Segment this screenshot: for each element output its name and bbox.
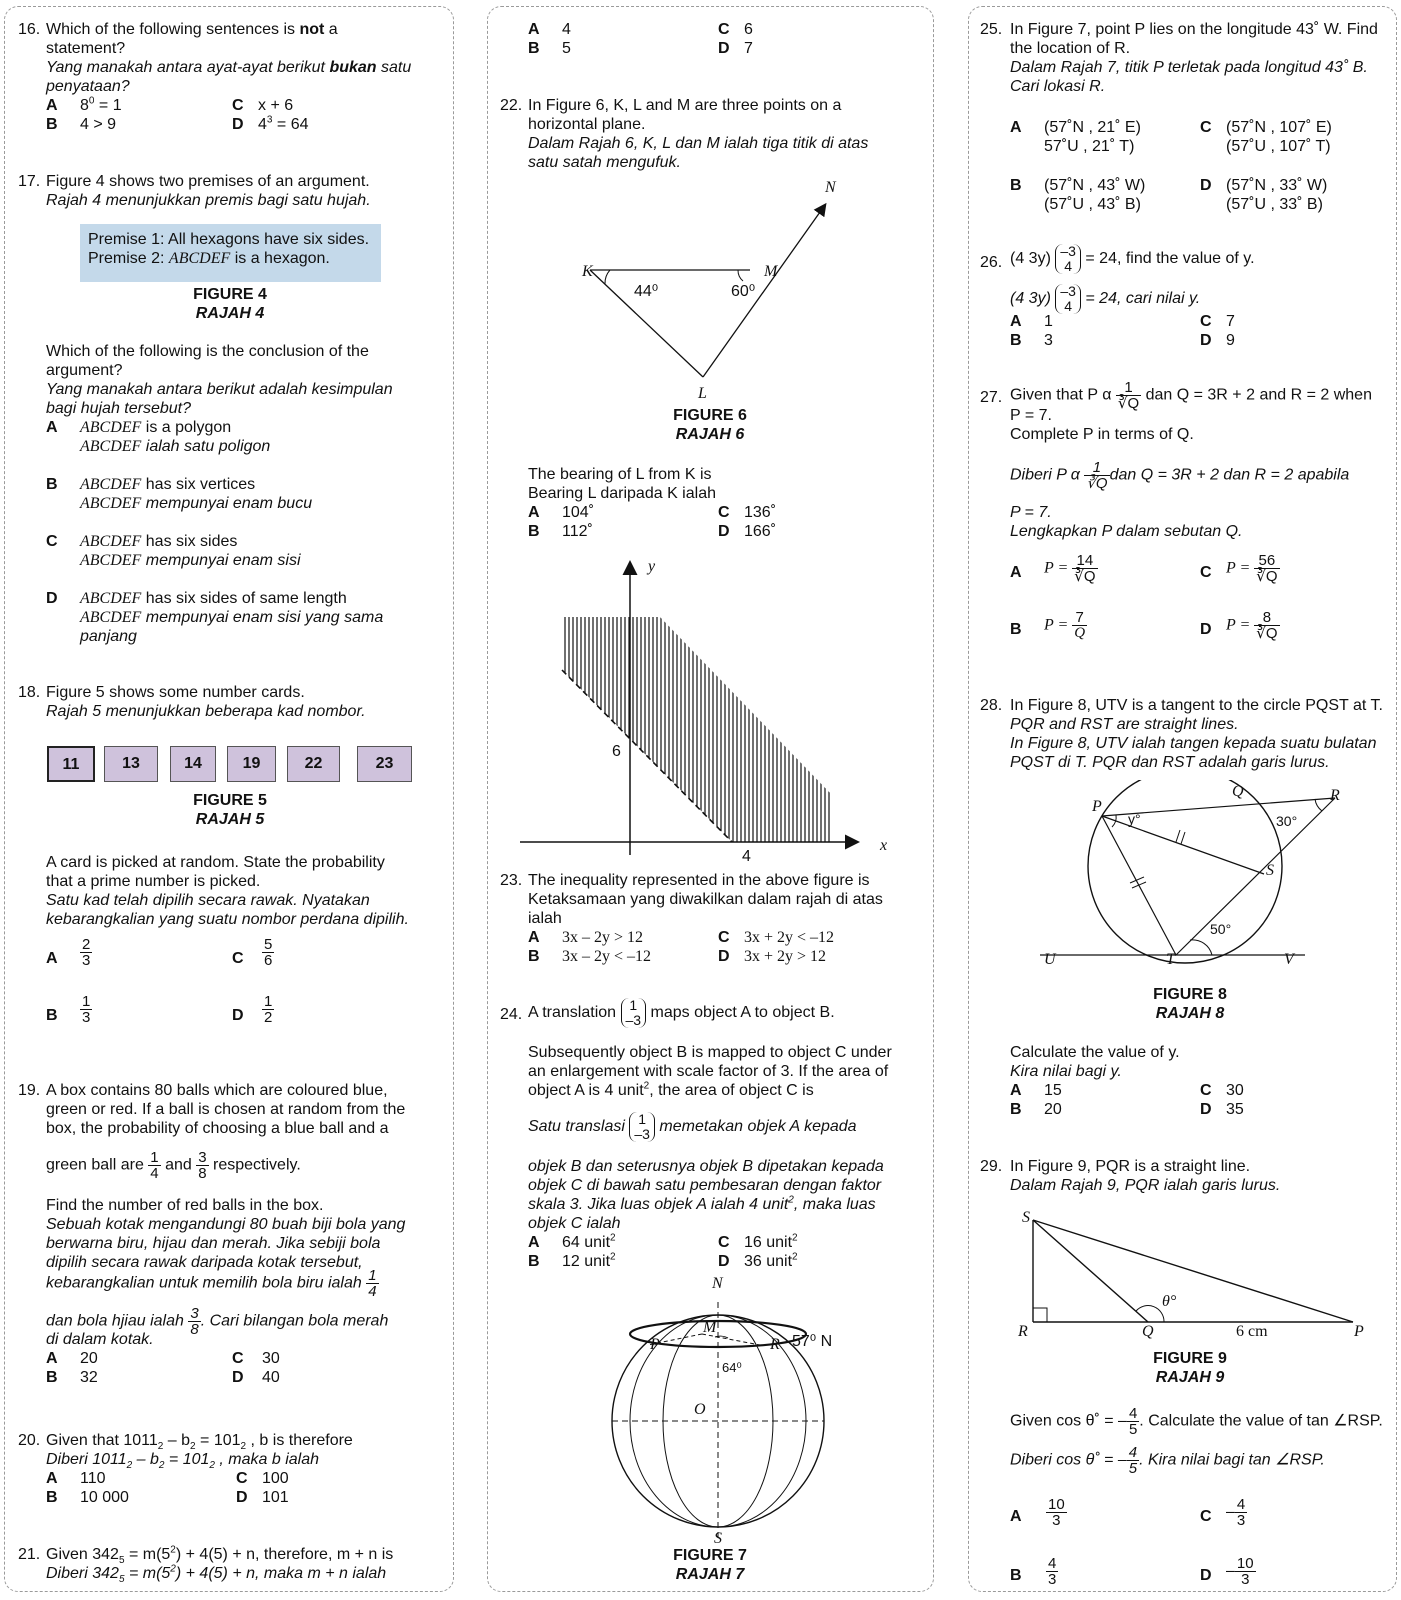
q21-stem-en: Given $342_5 = m(5^2) + 4(5) + n$, therefore, m + n is xyxy=(46,1544,394,1567)
label-n: N xyxy=(825,179,836,196)
figure-8-caption: FIGURE 8 RAJAH 8 xyxy=(1153,986,1227,1022)
q22-stem-en-2: horizontal plane. xyxy=(528,116,646,133)
q23-option-c-label[interactable]: C xyxy=(718,929,730,946)
q28-question-ms: Kira nilai bagi y. xyxy=(1010,1063,1122,1080)
q27-option-b-label[interactable]: B xyxy=(1010,621,1022,638)
q19-line: green or red. If a ball is chosen at random from the xyxy=(46,1101,406,1118)
side-sp xyxy=(1033,1220,1353,1322)
q18-stem-ms: Rajah 5 menunjukkan beberapa kad nombor. xyxy=(46,703,366,720)
q18-option-b: $\frac{1}{3}$ xyxy=(82,993,91,1026)
q25-option-a: (57˚N , 21˚ E) xyxy=(1044,119,1141,136)
q18-option-c-label[interactable]: C xyxy=(232,950,244,967)
line-rst xyxy=(1176,798,1335,955)
q20-option-d-label[interactable]: D xyxy=(236,1489,248,1506)
q16-option-b-label[interactable]: B xyxy=(46,116,58,133)
inequality-graph xyxy=(520,555,870,865)
q28-option-a-label[interactable]: A xyxy=(1010,1082,1022,1099)
q24-number: 24. xyxy=(500,1006,523,1023)
q18-option-d-label[interactable]: D xyxy=(232,1007,244,1024)
q25-stem-en-2: the location of R. xyxy=(1010,40,1131,57)
q22-option-c-label[interactable]: C xyxy=(718,504,730,521)
label-p: P xyxy=(650,1336,660,1353)
q27-option-c-label[interactable]: C xyxy=(1200,564,1212,581)
q26-number: 26. xyxy=(980,254,1003,271)
q23-stem-ms: Ketaksamaan yang diwakilkan dalam rajah di atas xyxy=(528,891,883,908)
q17-option-b-ms: ABCDEF mempunyai enam bucu xyxy=(80,495,313,512)
figure-6-diagram xyxy=(570,170,840,410)
q25-option-c-label[interactable]: C xyxy=(1200,119,1212,136)
q26-stem-ms: (4 3y) –3 4 = 24, cari nilai y. xyxy=(1010,283,1201,314)
q17-option-a-ms: ABCDEF ialah satu poligon xyxy=(80,438,271,455)
q19-option-d-label[interactable]: D xyxy=(232,1369,244,1386)
q24-option-a-label[interactable]: A xyxy=(528,1234,540,1251)
figure-7-caption: FIGURE 7 RAJAH 7 xyxy=(673,1547,747,1583)
q25-option-b-ms: (57˚U , 43˚ B) xyxy=(1044,196,1141,213)
q20-number: 20. xyxy=(18,1432,41,1449)
q28-option-c: 30 xyxy=(1226,1082,1244,1099)
label-l: L xyxy=(698,385,707,402)
q27-stem-ms-2: P = 7. xyxy=(1010,504,1052,521)
q28-option-b-label[interactable]: B xyxy=(1010,1101,1022,1118)
equal-tick xyxy=(1176,830,1180,842)
number-card: 22 xyxy=(287,746,340,782)
q19-line-ms: berwarna biru, hijau dan merah. Jika sebiji bola xyxy=(46,1235,381,1252)
q25-option-d-label[interactable]: D xyxy=(1200,177,1212,194)
q21-option-a-label[interactable]: A xyxy=(528,21,540,38)
q23-option-c: 3x + 2y < –12 xyxy=(744,929,835,946)
q19-line-ms: kebarangkalian untuk memilih bola biru ialah $\frac{1}{4}$ xyxy=(46,1267,377,1300)
q18-stem-en: Figure 5 shows some number cards. xyxy=(46,684,305,701)
q29-stem-en: In Figure 9, PQR is a straight line. xyxy=(1010,1158,1251,1175)
q22-stem-ms-2: satu satah mengufuk. xyxy=(528,154,681,171)
angle-label-60: 60⁰ xyxy=(731,283,756,300)
angle-label-30: 30° xyxy=(1276,813,1298,829)
q18-question-ms-2: kebarangkalian yang suatu nombor perdana dipilih. xyxy=(46,911,409,928)
angle-arc-y xyxy=(1112,815,1116,827)
q17-option-c-ms: ABCDEF mempunyai enam sisi xyxy=(80,552,301,569)
q22-option-d-label[interactable]: D xyxy=(718,523,730,540)
q29-number: 29. xyxy=(980,1158,1003,1175)
q26-option-c: 7 xyxy=(1226,313,1235,330)
q24-line: object A is 4 unit$^2$, the area of object C is xyxy=(528,1080,814,1099)
label-u: U xyxy=(1044,951,1056,968)
q23-option-b: 3x – 2y < –12 xyxy=(562,948,652,965)
q25-option-d-ms: (57˚U , 33˚ B) xyxy=(1226,196,1323,213)
q18-number: 18. xyxy=(18,684,41,701)
q23-option-d-label[interactable]: D xyxy=(718,948,730,965)
q29-option-d: – $\frac{10}{3}$ xyxy=(1226,1555,1254,1588)
q29-option-a-label[interactable]: A xyxy=(1010,1508,1022,1525)
label-k: K xyxy=(582,263,593,280)
q16-option-d: $4^3 = 64$ xyxy=(258,114,309,133)
q16-option-a: $8^0 = 1$ xyxy=(80,95,122,114)
q26-option-b-label[interactable]: B xyxy=(1010,332,1022,349)
q19-line-ms: dan bola hjiau ialah $\frac{3}{8}$ . Cari bilangan bola merah xyxy=(46,1305,389,1338)
q19-number: 19. xyxy=(18,1082,41,1099)
q29-given-en: Given cos θ˚ = – $\frac{4}{5}$ . Calculate the value of tan ∠RSP. xyxy=(1010,1405,1383,1438)
q20-option-b-label[interactable]: B xyxy=(46,1489,58,1506)
premise-box xyxy=(80,224,381,282)
q22-stem-ms: Dalam Rajah 6, K, L dan M ialah tiga titik di atas xyxy=(528,135,869,152)
q24-line-ms: Satu translasi 1 –3 memetakan objek A kepada xyxy=(528,1111,857,1142)
q18-question-en-2: that a prime number is picked. xyxy=(46,873,261,890)
q20-stem-en: Given that $1011_2 - b_2 = 101_2$ , b is therefore xyxy=(46,1432,353,1453)
q24-option-c-label[interactable]: C xyxy=(718,1234,730,1251)
q20-option-b: 10 000 xyxy=(80,1489,129,1506)
q21-option-d-label[interactable]: D xyxy=(718,40,730,57)
chord-ps xyxy=(1102,816,1264,874)
label-p: P xyxy=(1092,798,1102,815)
angle-arc-theta xyxy=(1136,1306,1164,1322)
label-t: T xyxy=(1166,951,1175,968)
q24-option-b-label[interactable]: B xyxy=(528,1253,540,1270)
q21-option-c-label[interactable]: C xyxy=(718,21,730,38)
angle-arc-k xyxy=(605,270,610,284)
q24-option-a: 64 unit$^2$ xyxy=(562,1232,616,1251)
q17-question-ms: Yang manakah antara berikut adalah kesimpulan xyxy=(46,381,393,398)
q17-stem-ms: Rajah 4 menunjukkan premis bagi satu hujah. xyxy=(46,192,371,209)
label-p: P xyxy=(1354,1323,1364,1340)
circle-pqst xyxy=(1088,780,1282,963)
label-q: Q xyxy=(1142,1323,1154,1340)
label-o: O xyxy=(694,1401,706,1418)
label-n: N xyxy=(712,1275,723,1292)
q26-stem-en: (4 3y) –3 4 = 24, find the value of y. xyxy=(1010,243,1255,274)
shaded-region xyxy=(562,617,832,842)
q20-option-a-label[interactable]: A xyxy=(46,1470,58,1487)
label-r: R xyxy=(1018,1323,1028,1340)
q27-stem-en: Given that P α $\frac{1}{∛Q}$ dan Q = 3R + 2 and R = 2 when xyxy=(1010,379,1372,412)
equal-tick xyxy=(1181,832,1185,844)
q17-option-c-label[interactable]: C xyxy=(46,533,58,550)
q16-number: 16. xyxy=(18,21,41,38)
q18-option-b-label[interactable]: B xyxy=(46,1007,58,1024)
q19-line-ms: di dalam kotak. xyxy=(46,1331,154,1348)
q24-option-b: 12 unit$^2$ xyxy=(562,1251,616,1270)
figure-5-caption: FIGURE 5 RAJAH 5 xyxy=(193,792,267,828)
y-axis-label: y xyxy=(648,558,656,575)
figure-4-caption: FIGURE 4 RAJAH 4 xyxy=(193,286,267,322)
angle-label-64: 64⁰ xyxy=(722,1360,742,1375)
q29-option-c-label[interactable]: C xyxy=(1200,1508,1212,1525)
q27-option-c: P = $\frac{56}{∛Q}$ xyxy=(1226,552,1278,585)
q28-stem-ms-2: PQST di T. PQR dan RST adalah garis lurus. xyxy=(1010,754,1330,771)
q27-option-d-label[interactable]: D xyxy=(1200,621,1212,638)
q18-question-en: A card is picked at random. State the probability xyxy=(46,854,385,871)
q24-line-ms: skala 3. Jika luas objek A ialah 4 unit$^2$, maka luas xyxy=(528,1194,876,1213)
q17-stem-en: Figure 4 shows two premises of an argument. xyxy=(46,173,370,190)
q17-option-d-en: ABCDEF has six sides of same length xyxy=(80,590,347,607)
q19-option-d: 40 xyxy=(262,1369,280,1386)
q22-option-b: 112˚ xyxy=(562,523,593,540)
q28-question-en: Calculate the value of y. xyxy=(1010,1044,1180,1061)
q25-option-c-ms: (57˚U , 107˚ T) xyxy=(1226,138,1331,155)
q28-option-c-label[interactable]: C xyxy=(1200,1082,1212,1099)
q19-option-c-label[interactable]: C xyxy=(232,1350,244,1367)
q22-option-d: 166˚ xyxy=(744,523,777,540)
figure-6-caption: FIGURE 6 RAJAH 6 xyxy=(673,407,747,443)
figure-9-diagram xyxy=(1030,1215,1360,1335)
q19-option-a-label[interactable]: A xyxy=(46,1350,58,1367)
q27-stem-en-2: P = 7. xyxy=(1010,407,1052,424)
segment-ln-arrow xyxy=(703,205,825,377)
q16-option-c-label[interactable]: C xyxy=(232,97,244,114)
q29-option-b: $\frac{4}{3}$ xyxy=(1048,1555,1057,1588)
label-v: V xyxy=(1284,951,1294,968)
x-axis-label: x xyxy=(880,837,888,854)
q29-stem-ms: Dalam Rajah 9, PQR ialah garis lurus. xyxy=(1010,1177,1281,1194)
q16-option-c: x + 6 xyxy=(258,97,294,114)
q23-stem-en: The inequality represented in the above figure is xyxy=(528,872,870,889)
label-m: M xyxy=(764,263,778,280)
q19-line: green ball are $\frac{1}{4}$ and $\frac{3}{8}$ respectively. xyxy=(46,1149,301,1182)
q16-stem-ms: Yang manakah antara ayat-ayat berikut bukan satu xyxy=(46,59,412,76)
q22-question-ms: Bearing L daripada K ialah xyxy=(528,485,716,502)
q28-option-b: 20 xyxy=(1044,1101,1062,1118)
q27-option-b: P = $\frac{7}{Q}$ xyxy=(1044,609,1086,641)
q28-option-a: 15 xyxy=(1044,1082,1062,1099)
q24-line: an enlargement with scale factor of 3. If the area of xyxy=(528,1063,889,1080)
q22-number: 22. xyxy=(500,97,523,114)
q21-stem-ms: Diberi $342_5 = m(5^2) + 4(5) + n$, maka m + n ialah xyxy=(46,1563,387,1586)
number-card: 11 xyxy=(47,746,95,782)
number-card: 19 xyxy=(227,746,276,782)
q21-option-c: 6 xyxy=(744,21,753,38)
q25-option-c: (57˚N , 107˚ E) xyxy=(1226,119,1332,136)
q17-option-d-ms: ABCDEF mempunyai enam sisi yang sama xyxy=(80,609,384,626)
x-intercept-label: 4 xyxy=(742,848,751,865)
q24-line-ms: objek B dan seterusnya objek B dipetakan kepada xyxy=(528,1158,884,1175)
label-q: Q xyxy=(1232,783,1244,800)
q16-stem-en-2: statement? xyxy=(46,40,126,57)
q18-option-a-label[interactable]: A xyxy=(46,950,58,967)
q16-stem-en: Which of the following sentences is not a xyxy=(46,21,338,38)
q25-option-b: (57˚N , 43˚ W) xyxy=(1044,177,1146,194)
label-s: S xyxy=(1022,1209,1030,1226)
q17-option-b-en: ABCDEF has six vertices xyxy=(80,476,256,493)
q17-question-ms-2: bagi hujah tersebut? xyxy=(46,400,191,417)
q19-option-b-label[interactable]: B xyxy=(46,1369,58,1386)
q24-option-d-label[interactable]: D xyxy=(718,1253,730,1270)
q27-option-a: P = $\frac{14}{∛Q}$ xyxy=(1044,552,1096,585)
q20-option-a: 110 xyxy=(80,1470,106,1487)
q16-option-b: 4 > 9 xyxy=(80,116,117,133)
q16-option-a-label[interactable]: A xyxy=(46,97,58,114)
q24-option-d: 36 unit$^2$ xyxy=(744,1251,798,1270)
q20-option-c-label[interactable]: C xyxy=(236,1470,248,1487)
q17-option-a-label[interactable]: A xyxy=(46,419,58,436)
number-card: 23 xyxy=(357,746,412,782)
q25-option-b-label[interactable]: B xyxy=(1010,177,1022,194)
y-intercept-label: 6 xyxy=(612,743,621,760)
q26-option-a-label[interactable]: A xyxy=(1010,313,1022,330)
q17-option-c-en: ABCDEF has six sides xyxy=(80,533,238,550)
right-angle-mark xyxy=(1033,1308,1047,1322)
q26-option-c-label[interactable]: C xyxy=(1200,313,1212,330)
q21-option-b: 5 xyxy=(562,40,571,57)
q23-option-b-label[interactable]: B xyxy=(528,948,540,965)
equal-tick xyxy=(1132,882,1146,888)
angle-label-44: 44⁰ xyxy=(634,283,659,300)
q17-number: 17. xyxy=(18,173,41,190)
earth-diagram xyxy=(610,1290,850,1545)
q22-option-a-label[interactable]: A xyxy=(528,504,540,521)
q27-stem-en-3: Complete P in terms of Q. xyxy=(1010,426,1194,443)
q25-stem-ms-2: Cari lokasi R. xyxy=(1010,78,1106,95)
q21-option-d: 7 xyxy=(744,40,753,57)
angle-label-theta: θ° xyxy=(1162,1293,1177,1310)
latitude-label: 57⁰ N xyxy=(792,1333,833,1350)
angle-arc-30 xyxy=(1315,799,1322,811)
q25-option-a-label[interactable]: A xyxy=(1010,119,1022,136)
q25-option-a-ms: 57˚U , 21˚ T) xyxy=(1044,138,1135,155)
q20-option-d: 101 xyxy=(262,1489,289,1506)
q26-option-d-label[interactable]: D xyxy=(1200,332,1212,349)
q19-line-ms: dipilih secara rawak daripada kotak tersebut, xyxy=(46,1254,363,1271)
q17-question-en: Which of the following is the conclusion of the xyxy=(46,343,369,360)
label-s: S xyxy=(1266,862,1274,879)
q24-line: Subsequently object B is mapped to object C under xyxy=(528,1044,892,1061)
q27-stem-ms-3: Lengkapkan P dalam sebutan Q. xyxy=(1010,523,1243,540)
q24-line-ms: objek C ialah xyxy=(528,1215,621,1232)
q27-number: 27. xyxy=(980,389,1003,406)
q28-stem-en-2: PQR and RST are straight lines. xyxy=(1010,716,1239,733)
q29-given-ms: Diberi cos θ˚ = – $\frac{4}{5}$ . Kira nilai bagi tan ∠RSP. xyxy=(1010,1444,1325,1477)
q18-question-ms: Satu kad telah dipilih secara rawak. Nyatakan xyxy=(46,892,370,909)
figure-8-diagram xyxy=(1040,780,1360,970)
q21-option-a: 4 xyxy=(562,21,571,38)
q20-option-c: 100 xyxy=(262,1470,289,1487)
q18-option-d: $\frac{1}{2}$ xyxy=(264,993,273,1026)
q19-line: box, the probability of choosing a blue ball and a xyxy=(46,1120,389,1137)
q28-option-d-label[interactable]: D xyxy=(1200,1101,1212,1118)
q17-option-a-en: ABCDEF is a polygon xyxy=(80,419,232,436)
q29-option-b-label[interactable]: B xyxy=(1010,1567,1022,1584)
q24-stem-en: A translation 1 –3 maps object A to object B. xyxy=(528,997,835,1028)
q24-line-ms: objek C di bawah satu pembesaran dengan faktor xyxy=(528,1177,882,1194)
q25-number: 25. xyxy=(980,21,1003,38)
q26-option-d: 9 xyxy=(1226,332,1235,349)
q16-stem-ms-2: penyataan? xyxy=(46,78,130,95)
label-m: M xyxy=(703,1319,717,1336)
q29-option-a: $\frac{10}{3}$ xyxy=(1048,1496,1065,1529)
number-card: 13 xyxy=(104,746,158,782)
label-r: R xyxy=(1330,787,1340,804)
q22-stem-en: In Figure 6, K, L and M are three points on a xyxy=(528,97,842,114)
q25-stem-ms: Dalam Rajah 7, titik P terletak pada longitud 43˚ B. xyxy=(1010,59,1368,76)
q22-option-c: 136˚ xyxy=(744,504,777,521)
premise-2: Premise 2: ABCDEF is a hexagon. xyxy=(88,250,330,267)
label-s: S xyxy=(714,1530,722,1547)
q22-question-en: The bearing of L from K is xyxy=(528,466,712,483)
q17-question-en-2: argument? xyxy=(46,362,123,379)
q27-stem-ms: Diberi P α $\frac{1}{∛Q}$ dan Q = 3R + 2 dan R = 2 apabila xyxy=(1010,459,1350,492)
length-label: 6 cm xyxy=(1236,1323,1268,1340)
angle-arc-50 xyxy=(1190,940,1212,955)
q22-option-a: 104˚ xyxy=(562,504,595,521)
q26-option-a: 1 xyxy=(1044,313,1053,330)
premise-1: Premise 1: All hexagons have six sides. xyxy=(88,231,370,248)
q17-option-d-ms-2: panjang xyxy=(80,628,137,645)
q18-option-a: $\frac{2}{3}$ xyxy=(82,936,91,969)
q28-option-d: 35 xyxy=(1226,1101,1244,1118)
q19-option-a: 20 xyxy=(80,1350,98,1367)
q17-option-b-label[interactable]: B xyxy=(46,476,58,493)
q29-option-d-label[interactable]: D xyxy=(1200,1567,1212,1584)
q23-stem-ms-2: ialah xyxy=(528,910,562,927)
q23-number: 23. xyxy=(500,872,523,889)
q26-option-b: 3 xyxy=(1044,332,1053,349)
q23-option-a-label[interactable]: A xyxy=(528,929,540,946)
q22-option-b-label[interactable]: B xyxy=(528,523,540,540)
q19-option-c: 30 xyxy=(262,1350,280,1367)
q28-stem-en: In Figure 8, UTV is a tangent to the circle PQST at T. xyxy=(1010,697,1383,714)
q24-option-c: 16 unit$^2$ xyxy=(744,1232,798,1251)
q19-line-ms: Sebuah kotak mengandungi 80 buah biji bola yang xyxy=(46,1216,406,1233)
q21-option-b-label[interactable]: B xyxy=(528,40,540,57)
q21-number: 21. xyxy=(18,1546,41,1563)
label-r: R xyxy=(770,1336,780,1353)
q28-number: 28. xyxy=(980,697,1003,714)
angle-label-50: 50° xyxy=(1210,921,1232,937)
angle-label-y: y° xyxy=(1128,811,1141,827)
q19-line: Find the number of red balls in the box. xyxy=(46,1197,324,1214)
q19-line: A box contains 80 balls which are coloured blue, xyxy=(46,1082,388,1099)
q20-stem-ms: Diberi $1011_2 - b_2 = 101_2$ , maka b ialah xyxy=(46,1451,320,1472)
q18-option-c: $\frac{5}{6}$ xyxy=(264,936,273,969)
q25-stem-en: In Figure 7, point P lies on the longitude 43˚ W. Find xyxy=(1010,21,1378,38)
q28-stem-ms: In Figure 8, UTV ialah tangen kepada suatu bulatan xyxy=(1010,735,1377,752)
q27-option-a-label[interactable]: A xyxy=(1010,564,1022,581)
q27-option-d: P = $\frac{8}{∛Q}$ xyxy=(1226,609,1278,642)
q25-option-d: (57˚N , 33˚ W) xyxy=(1226,177,1328,194)
q29-option-c: – $\frac{4}{3}$ xyxy=(1226,1496,1246,1529)
q17-option-d-label[interactable]: D xyxy=(46,590,58,607)
side-sq xyxy=(1033,1220,1148,1322)
q23-option-d: 3x + 2y > 12 xyxy=(744,948,827,965)
q19-option-b: 32 xyxy=(80,1369,98,1386)
angle-arc-m xyxy=(738,270,743,281)
figure-9-caption: FIGURE 9 RAJAH 9 xyxy=(1153,1350,1227,1386)
number-card: 14 xyxy=(170,746,216,782)
q23-option-a: 3x – 2y > 12 xyxy=(562,929,644,946)
q16-option-d-label[interactable]: D xyxy=(232,116,244,133)
